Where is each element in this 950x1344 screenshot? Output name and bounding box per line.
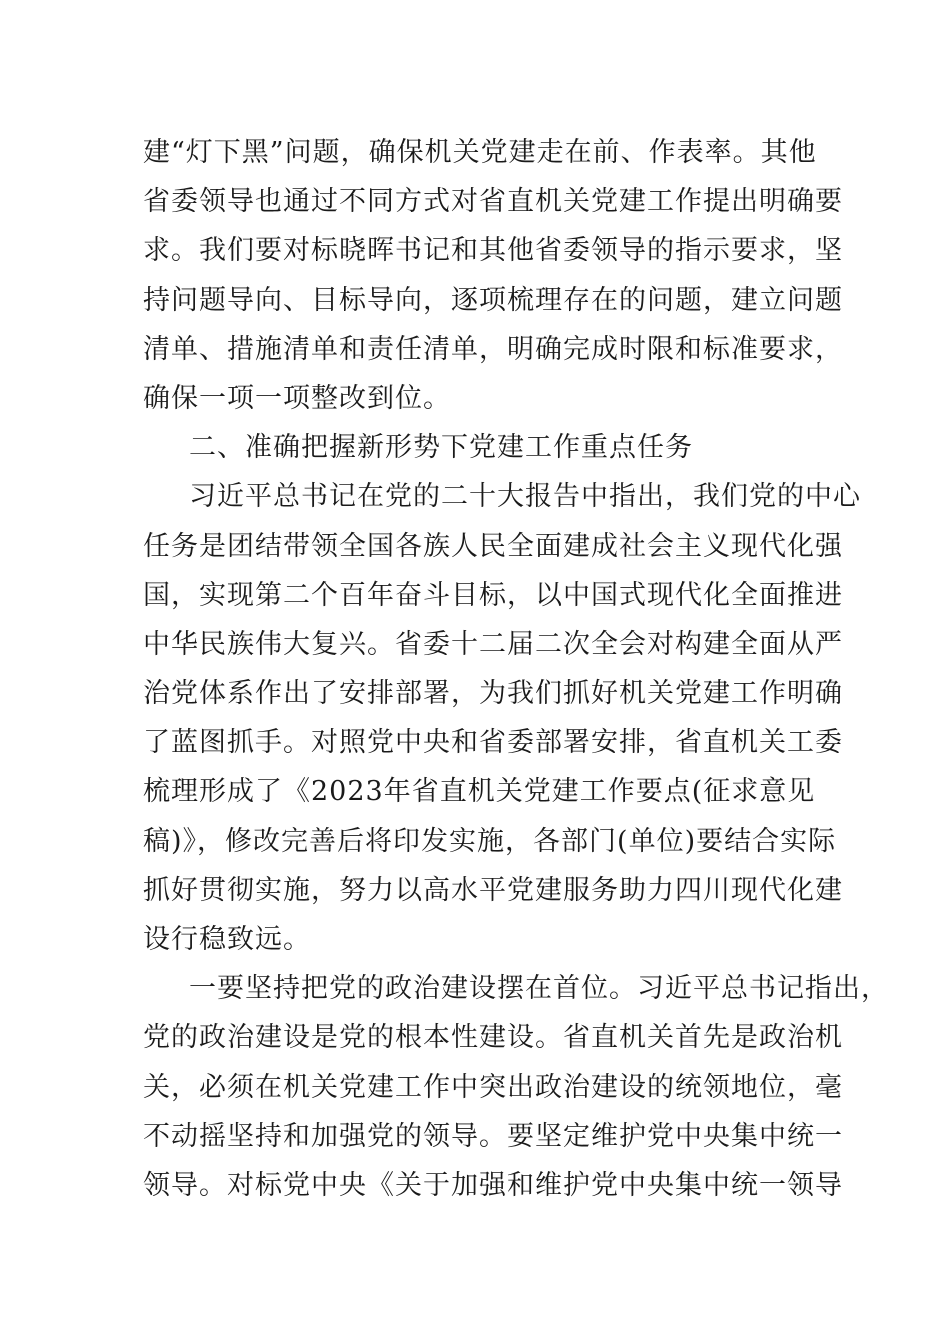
paragraph-line: 中华民族伟大复兴。省委十二届二次全会对构建全面从严 — [143, 628, 843, 660]
paragraph-line: 不动摇坚持和加强党的领导。要坚定维护党中央集中统一 — [143, 1120, 843, 1152]
section-heading: 二、准确把握新形势下党建工作重点任务 — [189, 432, 693, 464]
paragraph-line: 党的政治建设是党的根本性建设。省直机关首先是政治机 — [143, 1022, 843, 1054]
paragraph-line: 一要坚持把党的政治建设摆在首位。习近平总书记指出， — [189, 973, 889, 1005]
paragraph-line: 习近平总书记在党的二十大报告中指出，我们党的中心 — [189, 481, 861, 513]
paragraph-line: 稿)》，修改完善后将印发实施，各部门(单位)要结合实际 — [143, 825, 837, 857]
paragraph-line: 治党体系作出了安排部署，为我们抓好机关党建工作明确 — [143, 678, 843, 710]
paragraph-line: 建“灯下黑”问题，确保机关党建走在前、作表率。其他 — [143, 137, 817, 168]
paragraph-line: 清单、措施清单和责任清单，明确完成时限和标准要求， — [143, 333, 843, 365]
paragraph-line: 设行稳致远。 — [143, 924, 311, 955]
document-body — [143, 128, 889, 1210]
paragraph-line: 省委领导也通过不同方式对省直机关党建工作提出明确要 — [143, 186, 843, 218]
paragraph-line: 任务是团结带领全国各族人民全面建成社会主义现代化强 — [143, 530, 843, 562]
paragraph-line: 了蓝图抓手。对照党中央和省委部署安排，省直机关工委 — [143, 727, 843, 759]
paragraph-line: 国，实现第二个百年奋斗目标，以中国式现代化全面推进 — [143, 579, 843, 611]
paragraph-line: 领导。对标党中央《关于加强和维护党中央集中统一领导 — [143, 1169, 843, 1201]
paragraph-line: 求。我们要对标晓晖书记和其他省委领导的指示要求，坚 — [143, 235, 843, 267]
paragraph-line: 持问题导向、目标导向，逐项梳理存在的问题，建立问题 — [143, 284, 843, 316]
paragraph-line: 抓好贯彻实施，努力以高水平党建服务助力四川现代化建 — [143, 874, 843, 906]
paragraph-line: 确保一项一项整改到位。 — [143, 382, 451, 414]
paragraph-line: 关，必须在机关党建工作中突出政治建设的统领地位，毫 — [143, 1071, 843, 1103]
paragraph-line: 梳理形成了《2023年省直机关党建工作要点(征求意见 — [143, 776, 816, 808]
